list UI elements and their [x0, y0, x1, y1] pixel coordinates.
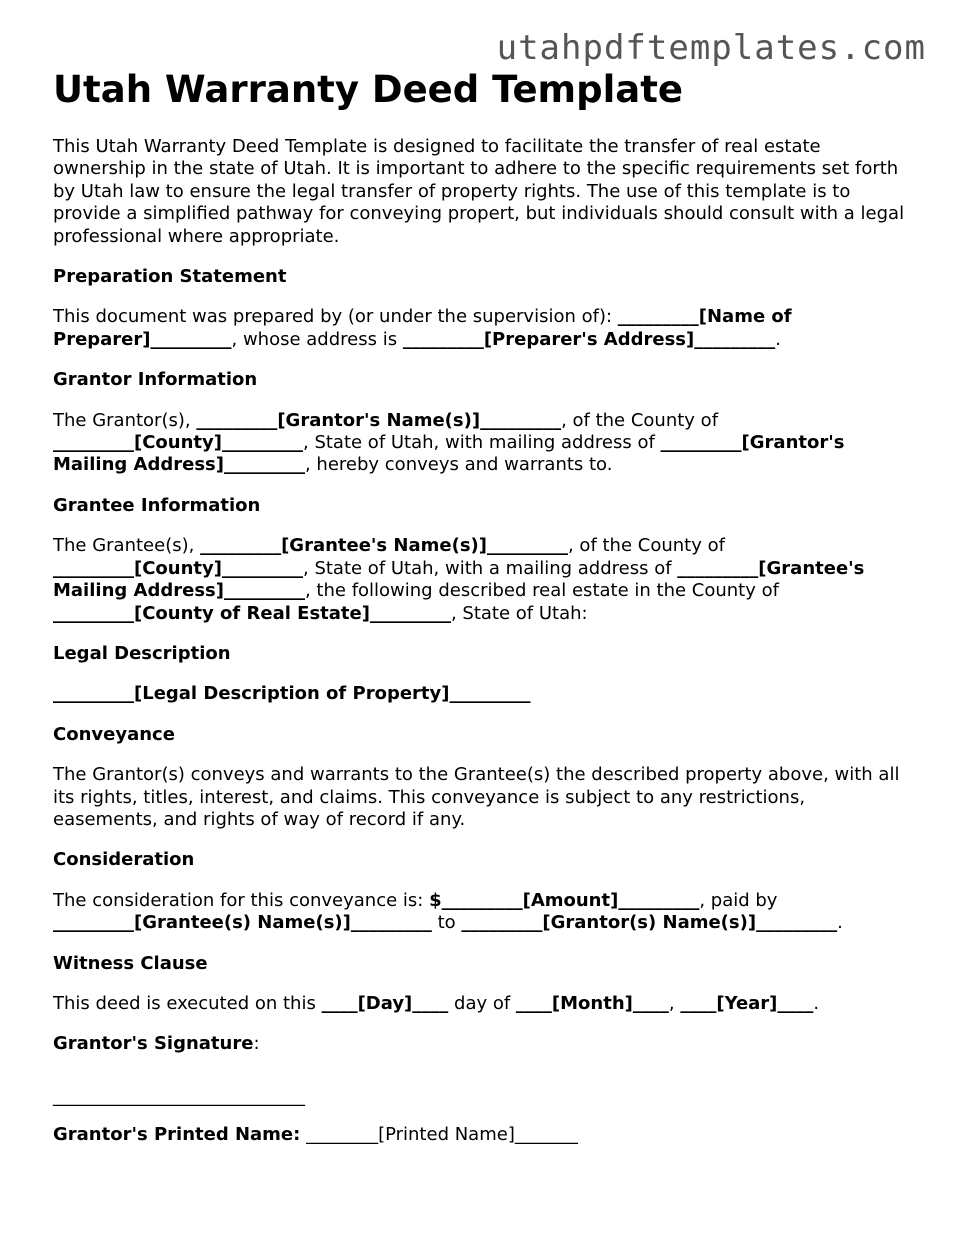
text-run: , State of Utah, with a mailing address of — [303, 557, 678, 579]
printed-name-label: Grantor's Printed Name: — [53, 1124, 301, 1146]
text-run: , of the County of — [567, 535, 725, 557]
legal-description-field: _________[Legal Description of Property]_________ — [53, 683, 531, 705]
signature-heading-text: Grantor's Signature — [53, 1033, 254, 1055]
page-title: Utah Warranty Deed Template — [53, 68, 684, 111]
grantee-name-field: _________[Grantee's Name(s)]_________ — [200, 535, 568, 557]
printed-name-field: ________[Printed Name]_______ — [300, 1124, 578, 1146]
text-run: . — [775, 328, 781, 350]
signature-heading — [53, 1033, 913, 1055]
preparer-address-field: _________[Preparer's Address]_________ — [402, 328, 776, 350]
grantee-county-field: _________[County]_________ — [53, 557, 303, 579]
preparation-paragraph — [53, 306, 913, 351]
document-page — [53, 66, 913, 1147]
text-run: The consideration for this conveyance is: — [53, 889, 430, 911]
text-run: day of — [448, 992, 516, 1014]
text-run: This deed is executed on this — [53, 992, 322, 1014]
day-field: ____[Day]____ — [321, 992, 449, 1014]
text-run: The Grantor(s), — [53, 409, 197, 431]
text-run: . — [837, 912, 843, 934]
signature-heading-colon: : — [253, 1033, 260, 1055]
text-run: to — [431, 912, 462, 934]
consideration-paragraph — [53, 890, 913, 935]
consideration-heading: Consideration — [53, 849, 195, 871]
grantee-heading: Grantee Information — [53, 494, 261, 516]
legal-description-heading: Legal Description — [53, 642, 231, 664]
witness-paragraph — [53, 993, 913, 1015]
text-run: . — [813, 992, 820, 1014]
preparer-name-field: _________[Name of Preparer]_________ — [53, 306, 792, 350]
conveyance-heading: Conveyance — [53, 723, 175, 745]
grantor-county-field: _________[County]_________ — [53, 432, 303, 454]
text-run: , State of Utah, with mailing address of — [303, 432, 661, 454]
grantor-heading: Grantor Information — [53, 369, 258, 391]
text-run: , whose address is — [231, 328, 403, 350]
text-run: , State of Utah: — [450, 602, 588, 624]
text-run: , — [668, 992, 681, 1014]
text-run: This document was prepared by (or under the supervision of): — [53, 306, 618, 328]
conveyance-paragraph: The Grantor(s) conveys and warrants to the Grantee(s) the described property above, with all its rights, titles, interest, and claims. This conveyance is subject to any restrictions, easements, and rights of way of record if any. — [53, 764, 900, 830]
preparation-heading: Preparation Statement — [53, 266, 287, 288]
grantor-paragraph — [53, 410, 913, 477]
watermark: utahpdftemplates.com — [496, 28, 926, 68]
text-run: , the following described real estate in the County of — [304, 580, 779, 602]
signature-line: ____________________________ — [53, 1085, 305, 1107]
legal-description-paragraph — [53, 683, 913, 705]
witness-heading: Witness Clause — [53, 952, 208, 974]
grantee-address-field: _________[Grantee's Mailing Address]_________ — [53, 557, 865, 602]
grantor-address-field: _________[Grantor's Mailing Address]_________ — [53, 432, 845, 476]
text-run: , of the County of — [561, 409, 719, 431]
month-field: ____[Month]____ — [515, 992, 669, 1014]
grantee-paragraph — [53, 535, 913, 625]
grantor-name-field: _________[Grantor's Name(s)]_________ — [196, 409, 562, 431]
text-run: , hereby conveys and warrants to. — [304, 454, 613, 476]
payee-name-field: _________[Grantor(s) Name(s)]_________ — [461, 912, 838, 934]
year-field: ____[Year]____ — [680, 992, 814, 1014]
text-run: The Grantee(s), — [53, 535, 201, 557]
printed-name-row — [53, 1124, 913, 1146]
intro-paragraph: This Utah Warranty Deed Template is designed to facilitate the transfer of real estate ownership in the state of Utah. It is important to adhere to the specific requirements set forth by Utah law to ensure the legal transfer of property rights. The use of this template is to provide a simplified pathway for conveying propert, but individuals should consult with a legal professional where appropriate. — [53, 136, 905, 247]
amount-field: $_________[Amount]_________ — [429, 889, 700, 911]
payer-name-field: _________[Grantee(s) Name(s)]_________ — [53, 912, 432, 934]
real-estate-county-field: _________[County of Real Estate]_________ — [53, 602, 451, 624]
text-run: , paid by — [699, 889, 778, 911]
